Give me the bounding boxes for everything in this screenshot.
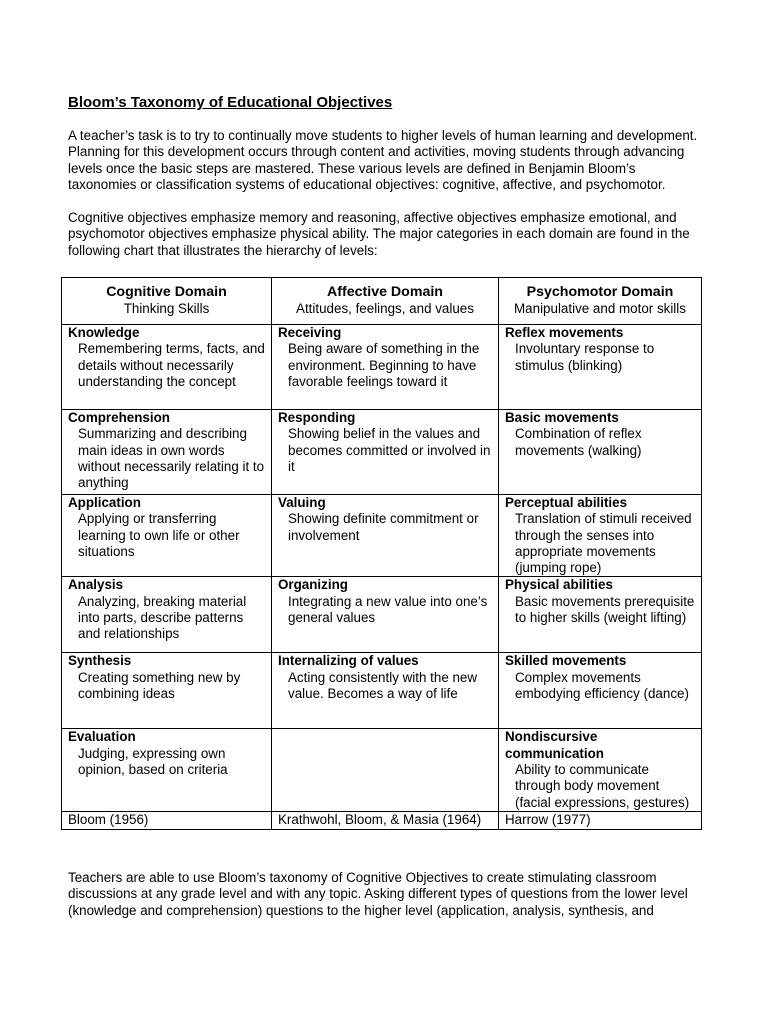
table-row [62,653,702,729]
level-description: Basic movements prerequisite to higher skills (weight lifting) [515,593,695,626]
domain-name: Affective Domain [327,284,443,300]
objectives-paragraph [68,210,728,259]
level-description: Translation of stimuli received through the senses into appropriate movements (jumping rope) [515,511,692,576]
level-name: Valuing [278,495,326,510]
level-description: Acting consistently with the new value. Becomes a way of life [288,669,478,702]
level-description: Creating something new by combining ideas [78,669,241,702]
text-line: psychomotor objectives emphasize physical ability. The major categories in each domain are found in the [68,226,690,242]
level-name: Physical abilities [505,577,613,593]
level-description: Showing definite commitment or involvement [288,511,479,543]
table-row [62,410,702,495]
level-name: Organizing [278,577,348,593]
source-cell: Bloom (1956) [62,812,272,829]
level-name: Synthesis [68,653,132,669]
table-row [62,325,702,410]
level-description: Summarizing and describing main ideas in own words without necessarily relating it to anything [78,426,265,491]
closing-paragraph [68,870,728,919]
table-cell [272,653,499,729]
level-description: Judging, expressing own opinion, based on criteria [78,745,228,778]
level-name: Basic movements [505,410,619,425]
level-description: Being aware of something in the environment. Beginning to have favorable feelings toward it [288,341,480,389]
level-description: Remembering terms, facts, and details without necessarily understanding the concept [78,341,265,389]
document-title: Bloom’s Taxonomy of Educational Objectives [68,94,393,111]
text-line: Teachers are able to use Bloom’s taxonomy of Cognitive Objectives to create stimulating classroom [68,870,657,885]
table-cell [62,577,272,653]
level-name: Knowledge [68,325,140,340]
table-cell [62,410,272,495]
table-row [62,729,702,812]
table-cell [499,495,702,577]
level-name: Reflex movements [505,325,624,340]
table-cell [499,577,702,653]
text-line: Cognitive objectives emphasize memory and reasoning, affective objectives emphasize emotional, and [68,210,677,225]
text-line: discussions at any grade level and with any topic. Asking different types of questions from the lower level [68,886,688,902]
table-cell [62,495,272,577]
source-cell: Harrow (1977) [499,812,702,829]
text-line: taxonomies or classification systems of educational objectives: cognitive, affective, and psychomotor. [68,176,666,192]
domain-name: Psychomotor Domain [526,284,674,300]
level-name: Nondiscursive communication [505,729,604,761]
domain-subtitle: Attitudes, feelings, and values [296,301,474,316]
table-row [62,495,702,577]
table-cell-empty [272,729,499,812]
level-name: Analysis [68,577,124,593]
domain-name: Cognitive Domain [106,284,227,300]
text-line: levels once the basic steps are mastered. These various levels are defined in Benjamin Bloom’s [68,160,636,176]
level-name: Responding [278,410,356,425]
level-description: Integrating a new value into one’s general values [288,593,488,626]
table-source-row [62,812,702,829]
table-cell [499,729,702,812]
level-name: Application [68,495,141,510]
table-cell [272,410,499,495]
table-cell [62,729,272,812]
intro-paragraph [68,128,728,193]
table-cell [272,325,499,410]
level-description: Combination of reflex movements (walking) [515,426,642,458]
table-cell [272,495,499,577]
level-name: Perceptual abilities [505,495,628,510]
text-line: following chart that illustrates the hierarchy of levels: [68,242,378,258]
level-name: Internalizing of values [278,653,419,669]
level-name: Skilled movements [505,653,627,669]
table-cell [62,325,272,410]
table-row [62,577,702,653]
table-cell [499,410,702,495]
text-line: (knowledge and comprehension) questions to the higher level (application, analysis, synthesis, and [68,902,654,918]
level-description: Involuntary response to stimulus (blinking) [515,341,655,373]
table-cell [62,653,272,729]
text-line: A teacher’s task is to try to continually move students to higher levels of human learning and development. [68,128,698,143]
level-name: Receiving [278,325,342,340]
table-cell [272,577,499,653]
level-name: Evaluation [68,729,136,745]
level-description: Analyzing, breaking material into parts, describe patterns and relationships [78,593,247,642]
table-cell [499,325,702,410]
level-description: Applying or transferring learning to own life or other situations [78,511,240,559]
text-line: Planning for this development occurs through content and activities, moving students through advancing [68,144,685,160]
domain-subtitle: Manipulative and motor skills [514,301,686,316]
header-affective [272,278,499,325]
table-cell [499,653,702,729]
domain-subtitle: Thinking Skills [123,301,210,316]
level-description: Complex movements embodying efficiency (dance) [515,669,689,702]
table-header-row [62,278,702,325]
level-description: Showing belief in the values and becomes committed or involved in it [288,426,491,474]
header-psychomotor [499,278,702,325]
header-cognitive [62,278,272,325]
source-cell: Krathwohl, Bloom, & Masia (1964) [272,812,499,829]
level-name: Comprehension [68,410,170,425]
level-description: Ability to communicate through body movement (facial expressions, gestures) [515,762,690,810]
taxonomy-table [61,277,702,830]
